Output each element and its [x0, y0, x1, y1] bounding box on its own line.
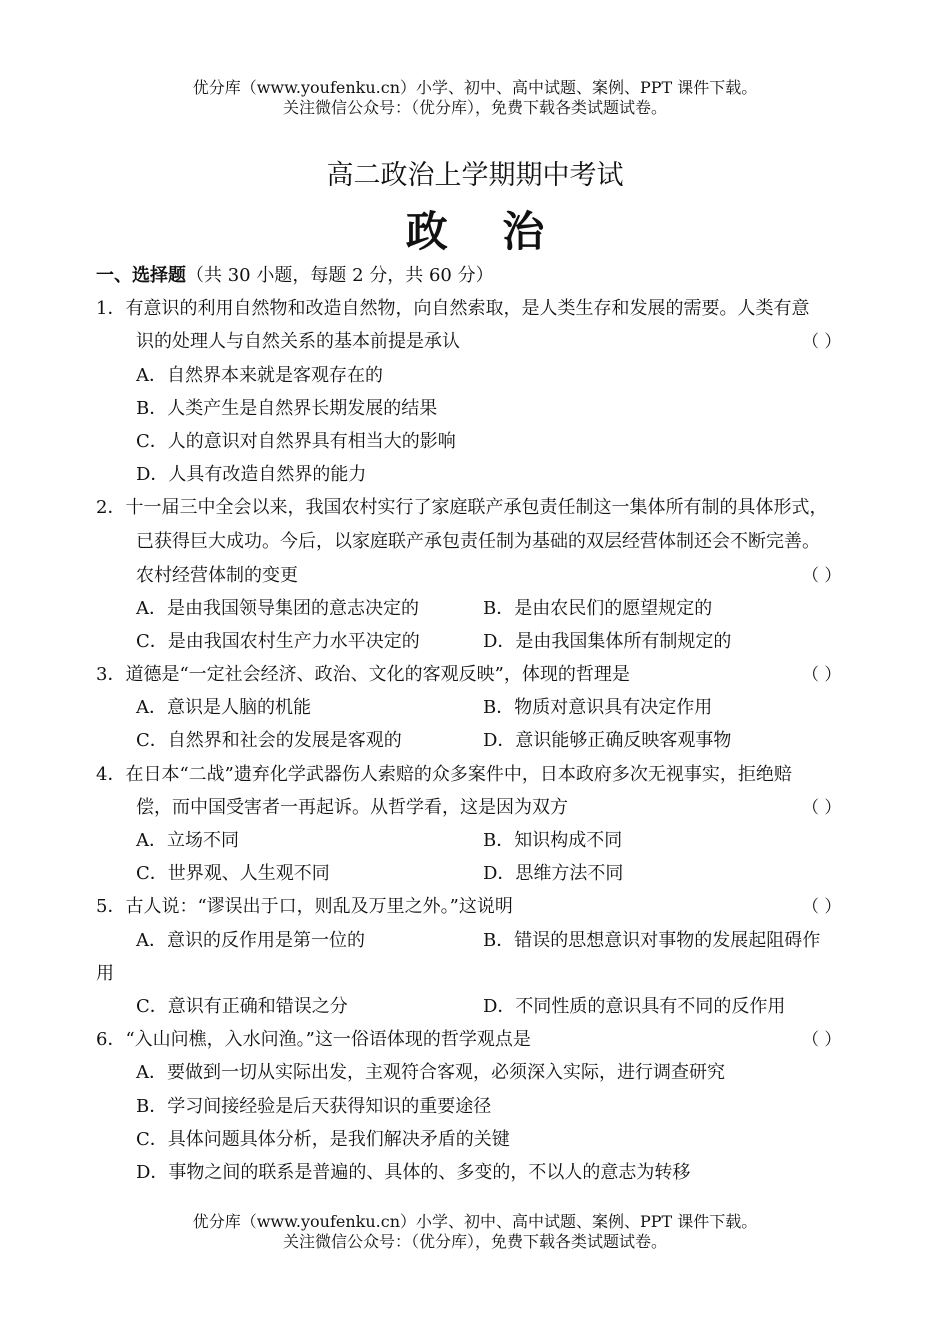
question-6-option-c: C．具体问题具体分析，是我们解决矛盾的关键: [136, 1129, 510, 1150]
question-1-option-a: A．自然界本来就是客观存在的: [136, 365, 383, 386]
subject-title: 政 治: [405, 207, 565, 256]
question-5-option-a: A．意识的反作用是第一位的: [136, 930, 365, 951]
answer-bracket: （ ）: [802, 665, 842, 685]
question-1-option-c: C．人的意识对自然界具有相当大的影响: [136, 431, 456, 452]
answer-bracket: （ ）: [802, 332, 842, 352]
question-3-option-a: A．意识是人脑的机能: [136, 697, 311, 718]
question-3-option-c: C．自然界和社会的发展是客观的: [136, 730, 402, 751]
question-1-option-b: B．人类产生是自然界长期发展的结果: [136, 398, 438, 419]
question-4-stem: 4．在日本“二战”遗弃化学武器伤人索赔的众多案件中，日本政府多次无视事实，拒绝赔: [96, 764, 792, 785]
question-1-stem: 1．有意识的利用自然物和改造自然物，向自然索取，是人类生存和发展的需要。人类有意: [96, 298, 810, 319]
question-3-option-d: D．意识能够正确反映客观事物: [483, 730, 732, 751]
question-1-stem-cont: 识的处理人与自然关系的基本前提是承认: [136, 331, 460, 352]
question-2-stem: 2．十一届三中全会以来，我国农村实行了家庭联产承包责任制这一集体所有制的具体形式，: [96, 497, 828, 518]
question-3-stem: 3．道德是“一定社会经济、政治、文化的客观反映”，体现的哲理是: [96, 664, 630, 685]
question-5-stem: 5．古人说：“谬误出于口，则乱及万里之外。”这说明: [96, 896, 513, 917]
question-2-option-d: D．是由我国集体所有制规定的: [483, 631, 732, 652]
question-4-option-c: C．世界观、人生观不同: [136, 863, 330, 884]
question-4-option-b: B．知识构成不同: [483, 830, 623, 851]
answer-bracket: （ ）: [802, 1030, 842, 1050]
header-wechat-line: 关注微信公众号：（优分库），免费下载各类试题试卷。: [282, 98, 667, 117]
question-2-option-a: A．是由我国领导集团的意志决定的: [136, 598, 419, 619]
answer-bracket: （ ）: [802, 798, 842, 818]
question-3-option-b: B．物质对意识具有决定作用: [483, 697, 713, 718]
section-heading: [96, 264, 494, 288]
section-note: （共 30 小题，每题 2 分，共 60 分）: [186, 265, 494, 286]
answer-bracket: （ ）: [802, 566, 842, 586]
exam-title: 高二政治上学期期中考试: [326, 160, 624, 191]
question-2-option-b: B．是由农民们的愿望规定的: [483, 598, 713, 619]
question-6-option-b: B．学习间接经验是后天获得知识的重要途径: [136, 1096, 492, 1117]
footer-promo-line: 优分库（www.youfenku.cn）小学、初中、高中试题、案例、PPT 课件下载。: [192, 1212, 758, 1231]
question-1-option-d: D．人具有改造自然界的能力: [136, 464, 367, 485]
section-label: 一、选择题: [96, 265, 186, 286]
question-2-option-c: C．是由我国农村生产力水平决定的: [136, 631, 420, 652]
footer-wechat-line: 关注微信公众号：（优分库），免费下载各类试题试卷。: [282, 1232, 667, 1251]
question-6-option-d: D．事物之间的联系是普遍的、具体的、多变的，不以人的意志为转移: [136, 1162, 691, 1183]
question-2-stem-cont: 农村经营体制的变更: [136, 565, 298, 586]
question-2-stem-cont: 已获得巨大成功。今后，以家庭联产承包责任制为基础的双层经营体制还会不断完善。: [136, 531, 820, 552]
question-4-option-a: A．立场不同: [136, 830, 239, 851]
question-5-option-c: C．意识有正确和错误之分: [136, 996, 348, 1017]
question-4-stem-cont: 偿，而中国受害者一再起诉。从哲学看，这是因为双方: [136, 797, 568, 818]
question-4-option-d: D．思维方法不同: [483, 863, 624, 884]
header-promo-line: 优分库（www.youfenku.cn）小学、初中、高中试题、案例、PPT 课件下载。: [192, 78, 758, 97]
question-5-option-b: B．错误的思想意识对事物的发展起阻碍作: [483, 930, 821, 951]
question-6-option-a: A．要做到一切从实际出发，主观符合客观，必须深入实际，进行调查研究: [136, 1062, 725, 1083]
question-5-option-d: D．不同性质的意识具有不同的反作用: [483, 996, 786, 1017]
answer-bracket: （ ）: [802, 897, 842, 917]
question-6-stem: 6．“入山问樵，入水问渔。”这一俗语体现的哲学观点是: [96, 1029, 531, 1050]
question-5-option-b-wrap: 用: [96, 963, 114, 984]
